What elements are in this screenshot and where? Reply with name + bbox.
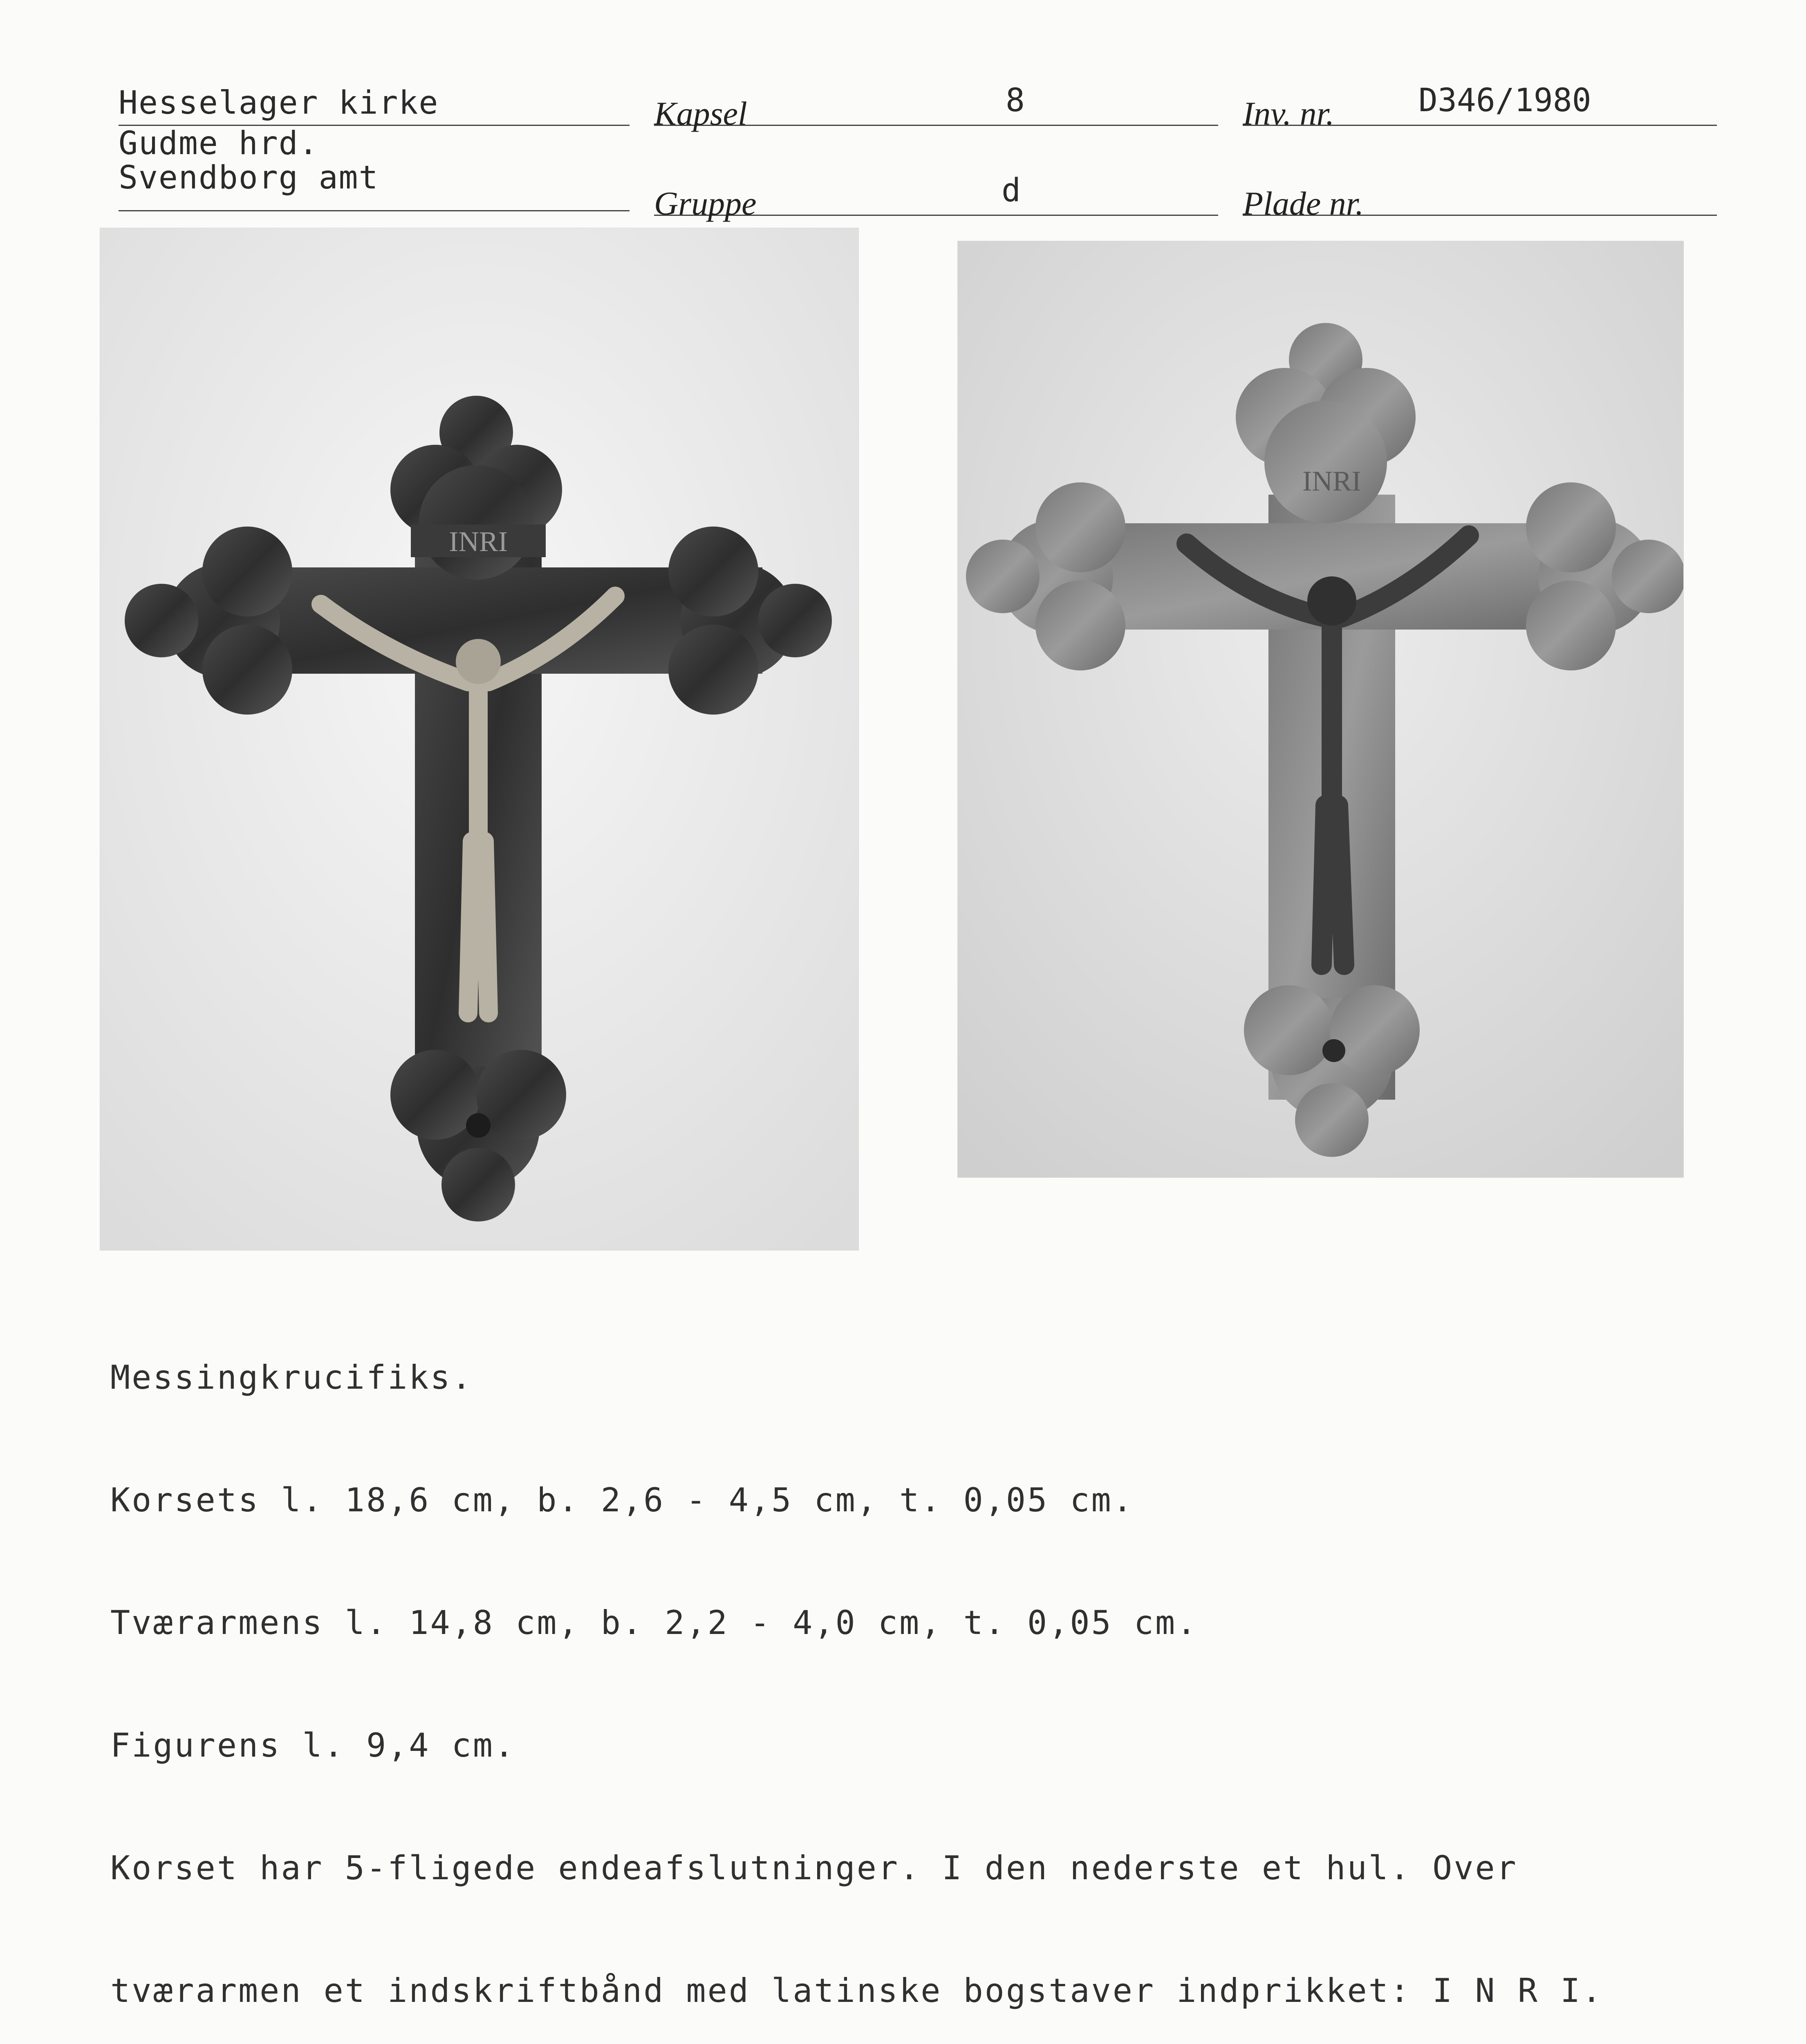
description-line: Figurens l. 9,4 cm. bbox=[110, 1726, 516, 1764]
gruppe-field bbox=[654, 170, 1218, 222]
district-line bbox=[119, 126, 630, 161]
crucifix-photo-angle bbox=[958, 241, 1683, 1177]
description-line: Tværarmens l. 14,8 cm, b. 2,2 - 4,0 cm, t. 0,05 cm. bbox=[110, 1604, 1198, 1642]
description-line: tværarmen et indskriftbånd med latinske bogstaver indprikket: I N R I. bbox=[110, 1972, 1603, 2010]
church-name: Hesselager kirke bbox=[119, 85, 439, 121]
plade-nr-field bbox=[1243, 170, 1717, 222]
crucifix-photo-front bbox=[100, 228, 858, 1250]
inri-inscription-2: INRI bbox=[1302, 466, 1361, 497]
description-text bbox=[110, 1275, 1786, 2044]
gruppe-label: Gruppe bbox=[654, 185, 757, 222]
county-line bbox=[119, 161, 630, 211]
crucifix-front-image bbox=[100, 228, 858, 1250]
description-line: Korsets l. 18,6 cm, b. 2,6 - 4,5 cm, t. 0,05 cm. bbox=[110, 1481, 1134, 1519]
county-name: Svendborg amt bbox=[119, 159, 379, 196]
nail-hole-2 bbox=[1322, 1039, 1345, 1062]
inv-nr-label: Inv. nr. bbox=[1243, 95, 1334, 132]
church-line bbox=[119, 84, 630, 126]
inv-nr-field bbox=[1243, 80, 1717, 132]
district-name: Gudme hrd. bbox=[119, 125, 319, 162]
inv-nr-value: D346/1980 bbox=[1418, 82, 1591, 119]
kapsel-value: 8 bbox=[1006, 82, 1025, 119]
location-block bbox=[119, 84, 630, 211]
kapsel-label: Kapsel bbox=[654, 95, 747, 132]
inri-inscription: INRI bbox=[449, 526, 508, 558]
description-line: Messingkrucifiks. bbox=[110, 1358, 473, 1396]
gruppe-value: d bbox=[1002, 172, 1021, 209]
kapsel-field bbox=[654, 80, 1218, 132]
nail-hole bbox=[466, 1113, 491, 1138]
description-line: Korset har 5-fligede endeafslutninger. I den nederste et hul. Over bbox=[110, 1849, 1518, 1887]
corpus-head-2 bbox=[1307, 576, 1356, 625]
plade-nr-label: Plade nr. bbox=[1243, 185, 1364, 222]
corpus-head bbox=[456, 639, 501, 684]
crucifix-angle-image bbox=[958, 241, 1683, 1177]
